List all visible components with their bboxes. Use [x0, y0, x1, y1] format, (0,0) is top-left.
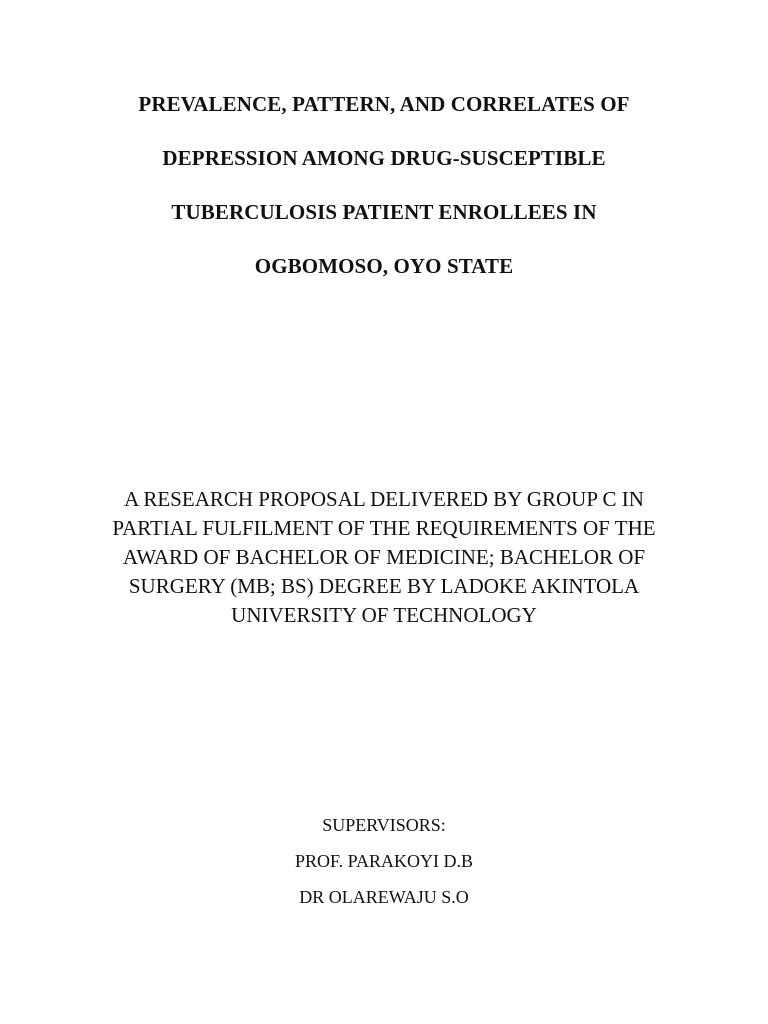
proposal-line: SURGERY (MB; BS) DEGREE BY LADOKE AKINTOLA: [128, 574, 640, 598]
supervisors-heading: SUPERVISORS:: [322, 815, 446, 835]
proposal-line: A RESEARCH PROPOSAL DELIVERED BY GROUP C IN: [124, 487, 644, 511]
proposal-line: AWARD OF BACHELOR OF MEDICINE; BACHELOR OF: [122, 545, 646, 569]
document-title: [60, 92, 708, 308]
title-line: OGBOMOSO, OYO STATE: [254, 254, 514, 278]
proposal-line: PARTIAL FULFILMENT OF THE REQUIREMENTS OF THE: [112, 516, 656, 540]
title-line: DEPRESSION AMONG DRUG-SUSCEPTIBLE: [162, 146, 606, 170]
proposal-line: UNIVERSITY OF TECHNOLOGY: [231, 603, 537, 627]
title-line: TUBERCULOSIS PATIENT ENROLLEES IN: [171, 200, 597, 224]
supervisor-name: DR OLAREWAJU S.O: [299, 887, 469, 907]
title-line: PREVALENCE, PATTERN, AND CORRELATES OF: [138, 92, 630, 116]
proposal-statement: [60, 485, 708, 630]
supervisors-section: [184, 814, 584, 922]
supervisor-name: PROF. PARAKOYI D.B: [295, 851, 473, 871]
